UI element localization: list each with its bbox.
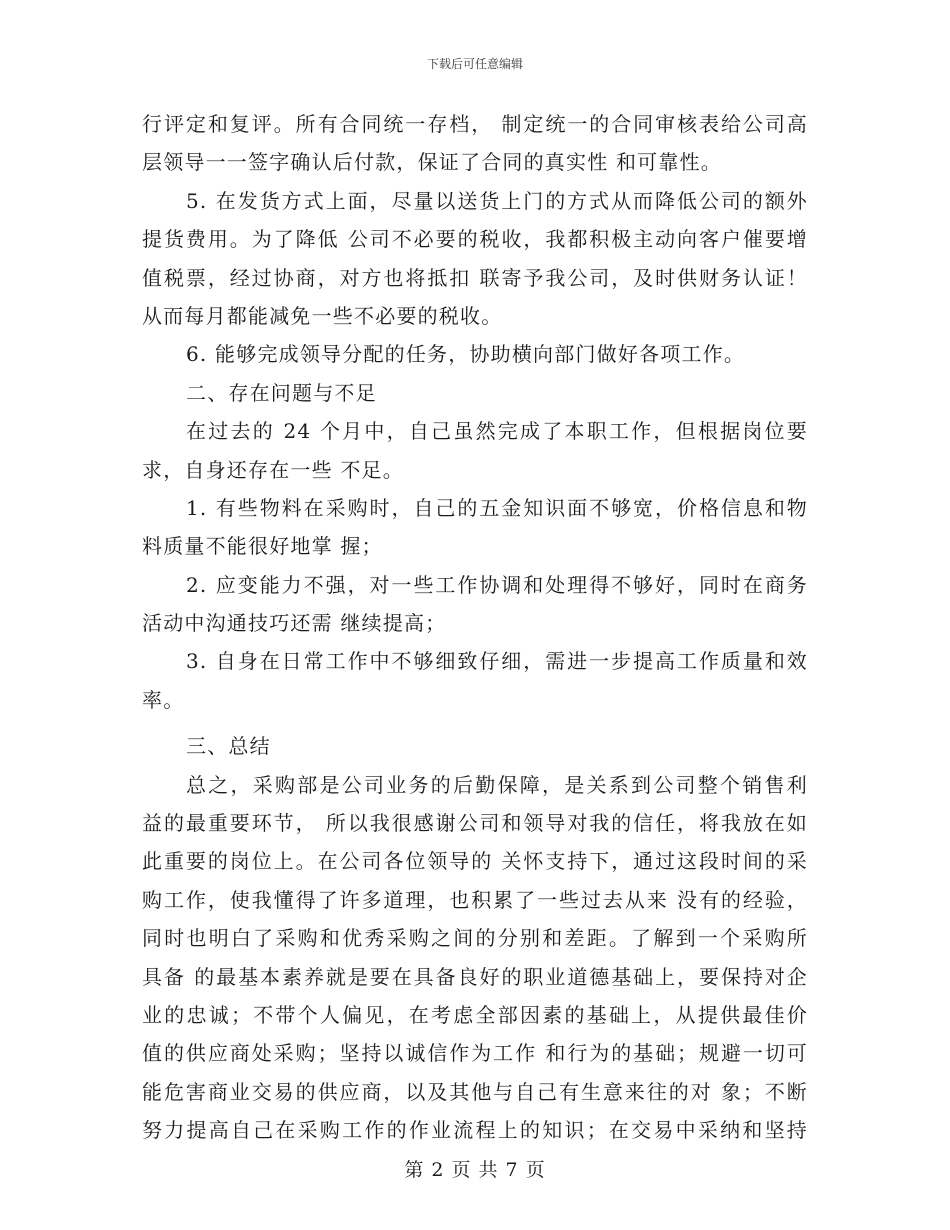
text-line: 能危害商业交易的供应商，以及其他与自己有生意来往的对 象；不断 [142, 1079, 808, 1104]
section-heading: 二、存在问题与不足 [186, 380, 377, 405]
text-line: 在过去的 24 个月中，自己虽然完成了本职工作，但根据岗位要 [186, 419, 808, 444]
text-line: 益的最重要环节， 所以我很感谢公司和领导对我的信任，将我放在如 [142, 811, 808, 836]
text-line: 层领导一一签字确认后付款，保证了合同的真实性 和可靠性。 [142, 150, 722, 175]
text-line: 提货费用。为了降低 公司不必要的税收，我都积极主动向客户催要增 [142, 227, 808, 252]
text-line: 求，自身还存在一些 不足。 [142, 457, 404, 482]
text-line: 6. 能够完成领导分配的任务，协助横向部门做好各项工作。 [186, 342, 746, 367]
text-line: 具备 的最基本素养就是要在具备良好的职业道德基础上，要保持对企 [142, 964, 808, 989]
text-line: 从而每月都能减免一些不必要的税收。 [142, 303, 503, 328]
text-line: 购工作，使我懂得了许多道理，也积累了一些过去从来 没有的经验， [142, 887, 808, 912]
text-line: 3. 自身在日常工作中不够细致仔细，需进一步提高工作质量和效 [186, 649, 808, 674]
text-line: 值的供应商处采购；坚持以诚信作为工作 和行为的基础；规避一切可 [142, 1041, 808, 1066]
page-footer: 第 2 页 共 7 页 [404, 1159, 546, 1181]
text-line: 2. 应变能力不强，对一些工作协调和处理得不够好，同时在商务 [186, 572, 808, 597]
text-line: 总之，采购部是公司业务的后勤保障，是关系到公司整个销售利 [186, 772, 808, 797]
page-header: 下载后可任意编辑 [426, 57, 523, 71]
text-line: 行评定和复评。所有合同统一存档， 制定统一的合同审核表给公司高 [142, 112, 808, 136]
text-line: 同时也明白了采购和优秀采购之间的分别和差距。了解到一个采购所 [142, 926, 808, 951]
text-line: 此重要的岗位上。在公司各位领导的 关怀支持下，通过这段时间的采 [142, 849, 808, 874]
text-line: 值税票，经过协商，对方也将抵扣 联寄予我公司，及时供财务认证！ [142, 265, 808, 290]
text-line: 活动中沟通技巧还需 继续提高； [142, 611, 447, 636]
text-line: 努力提高自己在采购工作的作业流程上的知识；在交易中采纳和坚持 [142, 1118, 808, 1143]
text-line: 料质量不能很好地掌 握； [142, 534, 383, 559]
document-body [142, 105, 808, 1150]
text-line: 业的忠诚；不带个人偏见，在考虑全部因素的基础上，从提供最佳价 [142, 1002, 808, 1027]
text-line: 率。 [142, 687, 185, 712]
section-heading: 三、总结 [186, 734, 271, 759]
text-line: 1. 有些物料在采购时，自己的五金知识面不够宽，价格信息和物 [186, 495, 808, 520]
text-line: 5. 在发货方式上面，尽量以送货上门的方式从而降低公司的额外 [186, 188, 808, 213]
